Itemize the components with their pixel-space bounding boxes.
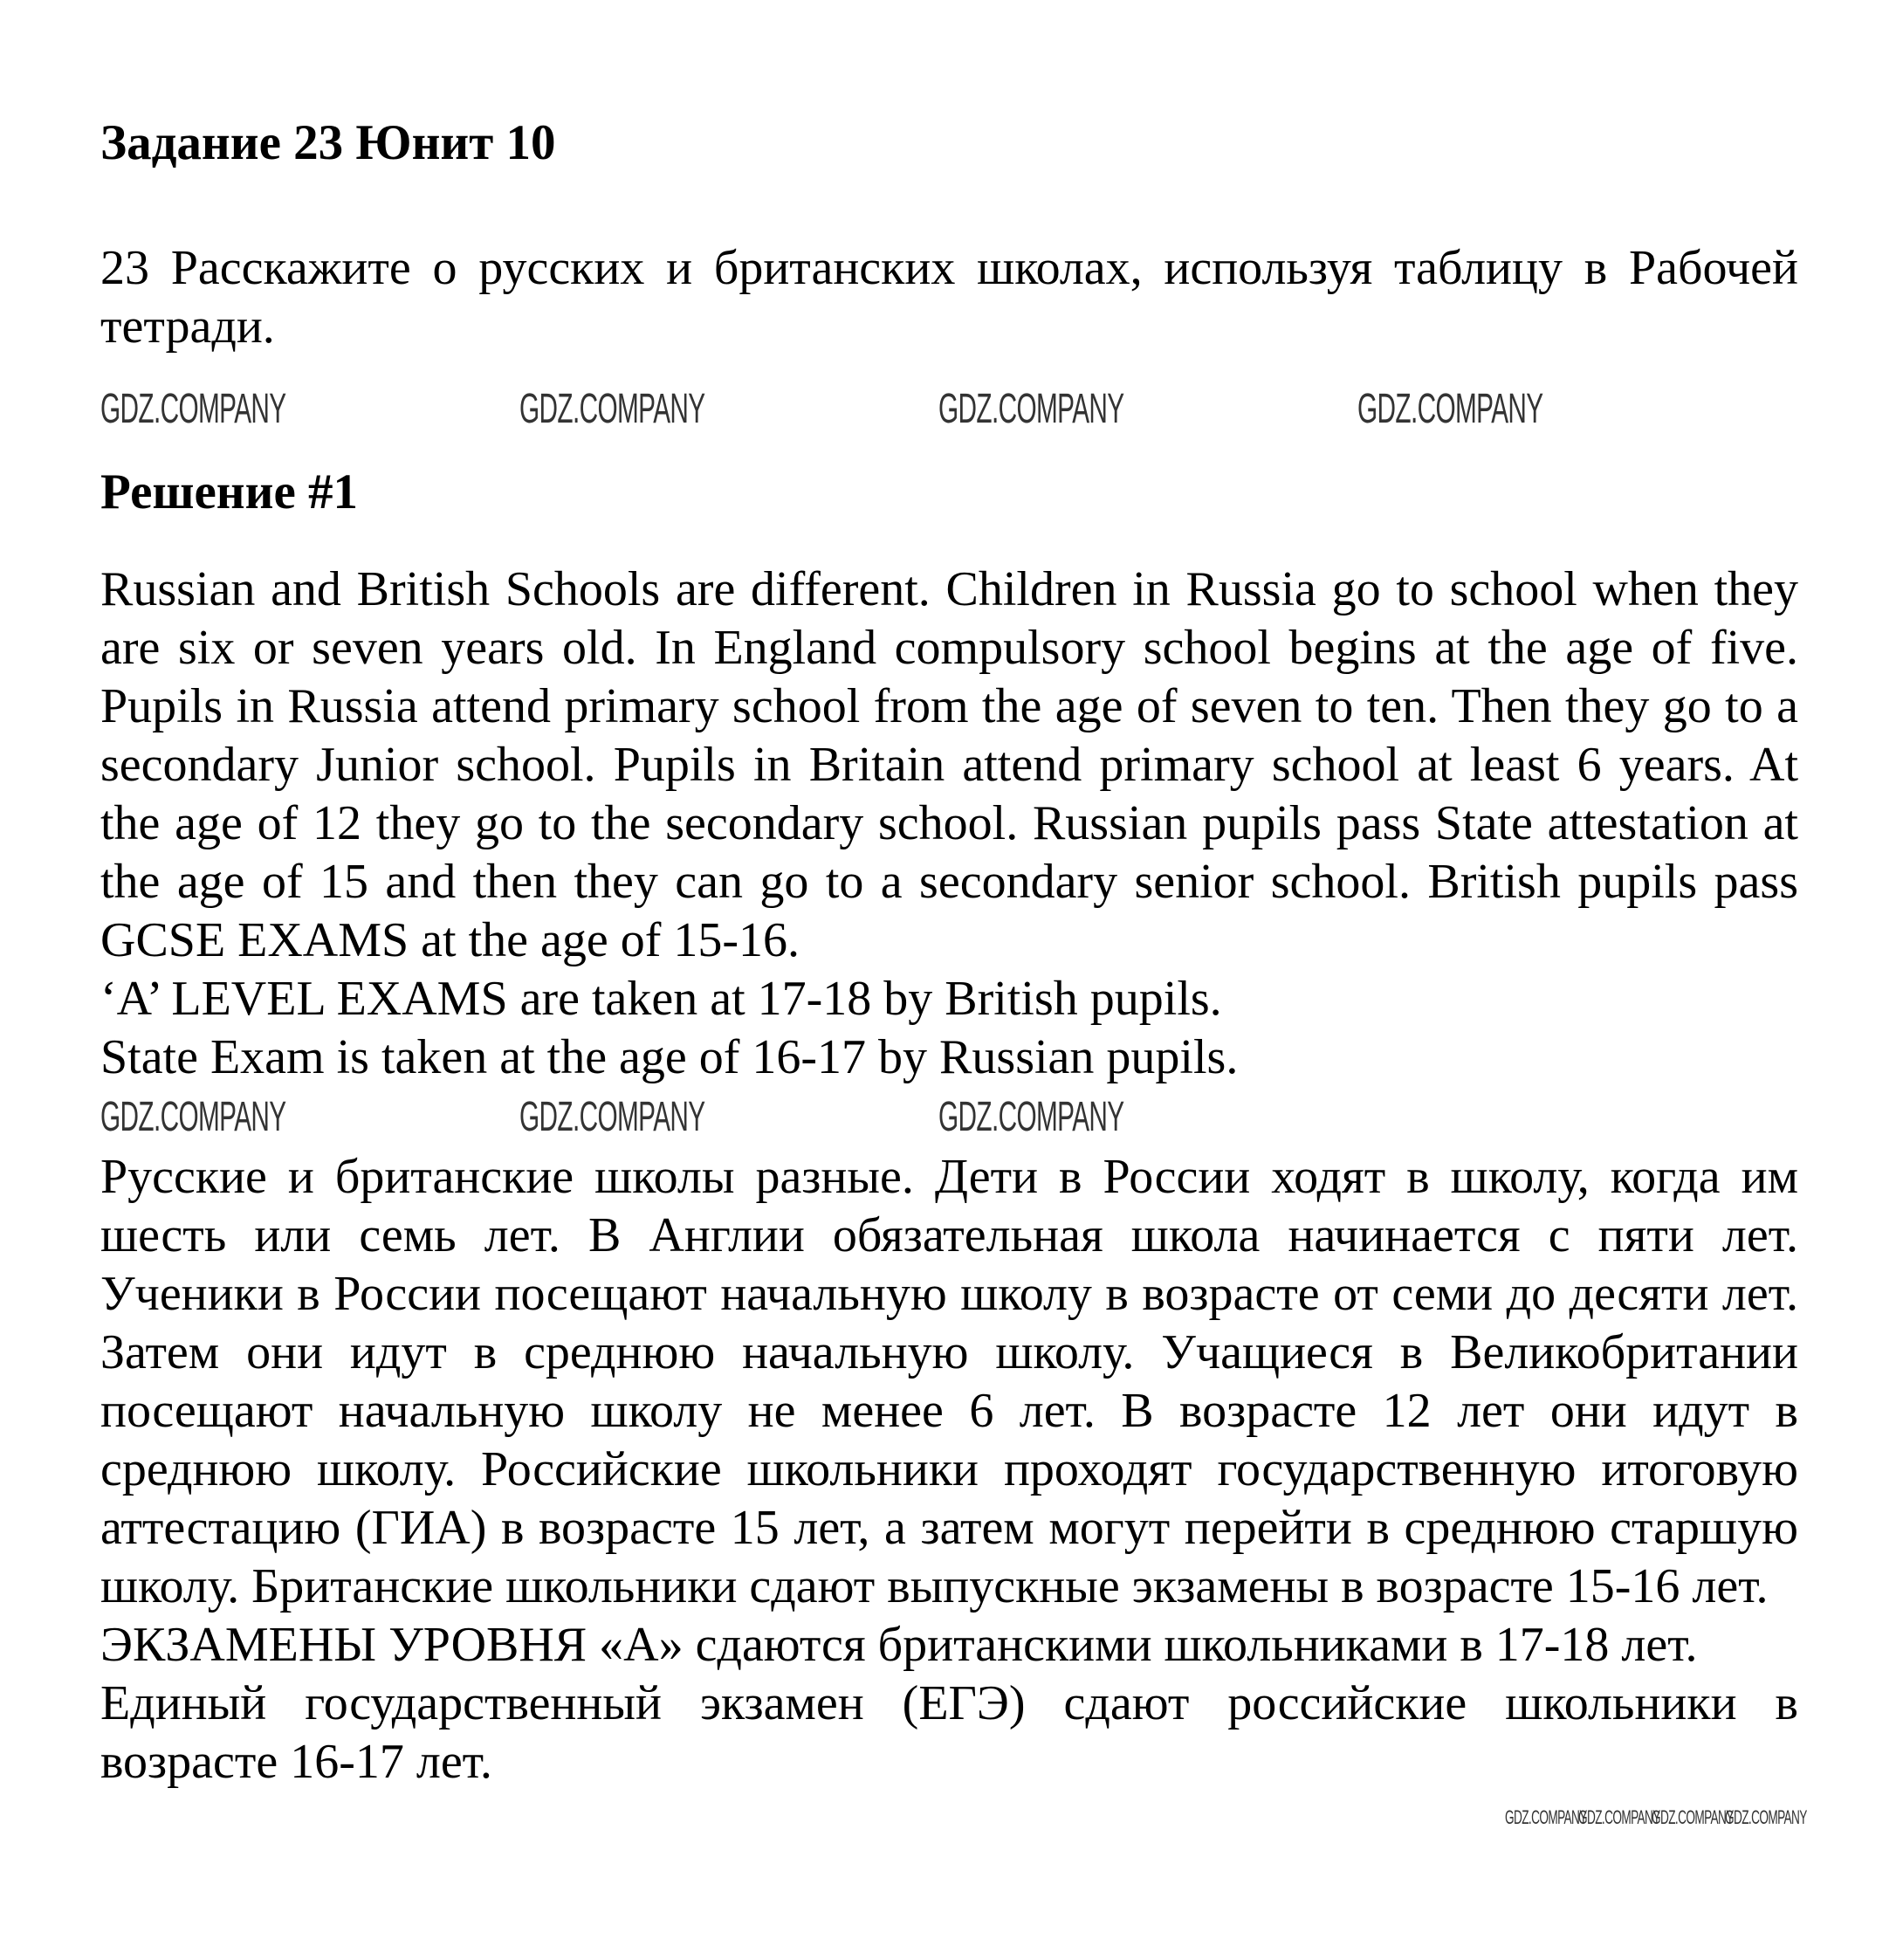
watermark: GDZ.COMPANY — [519, 1094, 705, 1140]
russian-answer — [100, 1148, 1798, 1792]
watermark: GDZ.COMPANY — [1357, 386, 1543, 432]
english-paragraph: ‘A’ LEVEL EXAMS are taken at 17-18 by British pupils. — [100, 972, 1222, 1026]
english-answer — [100, 560, 1798, 1087]
russian-paragraph: ЭКЗАМЕНЫ УРОВНЯ «А» сдаются британскими школьниками в 17-18 лет. — [100, 1618, 1698, 1672]
task-text: 23 Расскажите о русских и британских школах, используя таблицу в Рабочей тетради. — [100, 241, 1798, 354]
english-paragraph: Russian and British Schools are different. Children in Russia go to school when they are six or seven years old. In England compulsory school begins at the age of five. Pupils in Russia attend primary school from the age of seven to ten. Then they go to a secondary Junior school. Pupils in Britain attend primary school at least 6 years. At the age of 12 they go to the secondary school. Russian pupils pass State attestation at the age of 15 and then they can go to a secondary senior school. British pupils pass GCSE EXAMS at the age of 15-16. — [100, 562, 1798, 967]
russian-paragraph: Русские и британские школы разные. Дети в России ходят в школу, когда им шесть или семь лет. В Англии обязательная школа начинается с пяти лет. Ученики в России посещают начальную школу в возрасте от семи до десяти лет. Затем они идут в среднюю начальную школу. Учащиеся в Великобритании посещают начальную школу не менее 6 лет. В возрасте 12 лет они идут в среднюю школу. Российские школьники проходят государственную итоговую аттестацию (ГИА) в возрасте 15 лет, а затем могут перейти в среднюю старшую школу. Британские школьники сдают выпускные экзамены в возрасте 15-16 лет. — [100, 1150, 1798, 1613]
task-text-block — [100, 239, 1798, 356]
watermark-row — [100, 1792, 1807, 1844]
watermark: GDZ.COMPANY — [100, 1094, 286, 1140]
watermark: GDZ.COMPANY — [519, 386, 705, 432]
watermark: GDZ.COMPANY — [938, 1094, 1124, 1140]
english-paragraph: State Exam is taken at the age of 16-17 by Russian pupils. — [100, 1030, 1239, 1084]
watermark: GDZ.COMPANY — [938, 386, 1124, 432]
watermark: GDZ.COMPANY — [100, 386, 286, 432]
watermark: GDZ.COMPANY — [1725, 1806, 1807, 1828]
watermark-row — [100, 356, 1798, 463]
watermark: GDZ.COMPANY — [1578, 1806, 1660, 1828]
watermark: GDZ.COMPANY — [1652, 1806, 1734, 1828]
document-page — [100, 0, 1807, 1844]
solution-title: Решение #1 — [100, 464, 359, 519]
russian-paragraph: Единый государственный экзамен (ЕГЭ) сдают российские школьники в возрасте 16-17 лет. — [100, 1676, 1798, 1789]
watermark-row — [100, 1087, 1798, 1148]
watermark: GDZ.COMPANY — [1505, 1806, 1587, 1828]
page-title: Задание 23 Юнит 10 — [100, 115, 556, 170]
